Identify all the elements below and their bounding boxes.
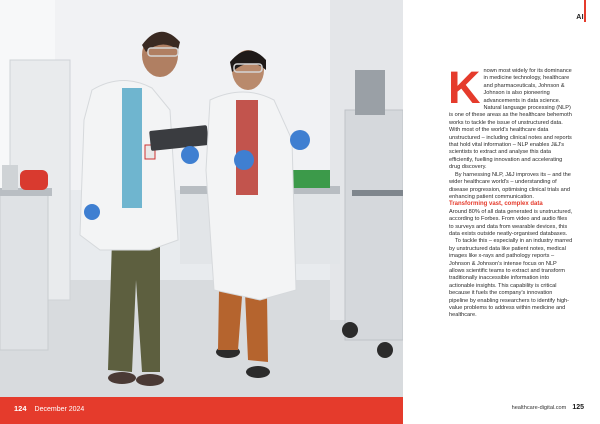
left-page-footer <box>14 404 84 413</box>
website-url[interactable]: healthcare-digital.com <box>511 405 567 411</box>
right-page <box>403 0 600 424</box>
paragraph-3: Around 80% of all data generated is unstructured, according to Forbes. From video and audio files to surveys and data from wearable devices, this data exists outside neatly-organised databases. <box>449 208 573 237</box>
issue-date: December 2024 <box>34 406 85 413</box>
paragraph-2: By harnessing NLP, J&J improves its – and the wider healthcare world's – understanding of disease progression, optimising clinical trials and enhancing patient communication. <box>449 171 571 200</box>
intro-text: nown most widely for its dominance in medicine technology, healthcare and pharmaceuticals, Johnson & Johnson is also pioneering advancements in data science. Natural language processing (NLP) is one of these areas as the healthcare behemoth works to tackle the issue of unstructured data. With most of the world's healthcare data unstructured – including clinical notes and reports that hold vital information – NLP enables J&J's scientists to extract and analyse this data efficiently, fuelling innovation and accelerating drug discovery. <box>449 68 572 171</box>
page-number-left: 124 <box>14 404 27 413</box>
drop-cap: K <box>448 62 481 113</box>
intro-paragraph <box>448 62 573 172</box>
article-body <box>448 62 573 320</box>
section-tag-rule <box>584 0 586 22</box>
paragraph-4: To tackle this – especially in an industry marred by unstructured data like patient notes, medical images like x-rays and pathology reports – Johnson & Johnson's intense focus on NLP allows scientific teams to extract and transform traditionally inaccessible information into actionable insights. This capability is critical because it fuels the company's innovation pipeline by enabling researchers to identify high-value problems to address within medicine and healthcare. <box>449 238 573 319</box>
subheading: Transforming vast, complex data <box>449 201 543 208</box>
right-page-footer <box>512 404 584 411</box>
page-number-right: 125 <box>572 404 584 411</box>
section-tag: AI <box>576 14 584 21</box>
